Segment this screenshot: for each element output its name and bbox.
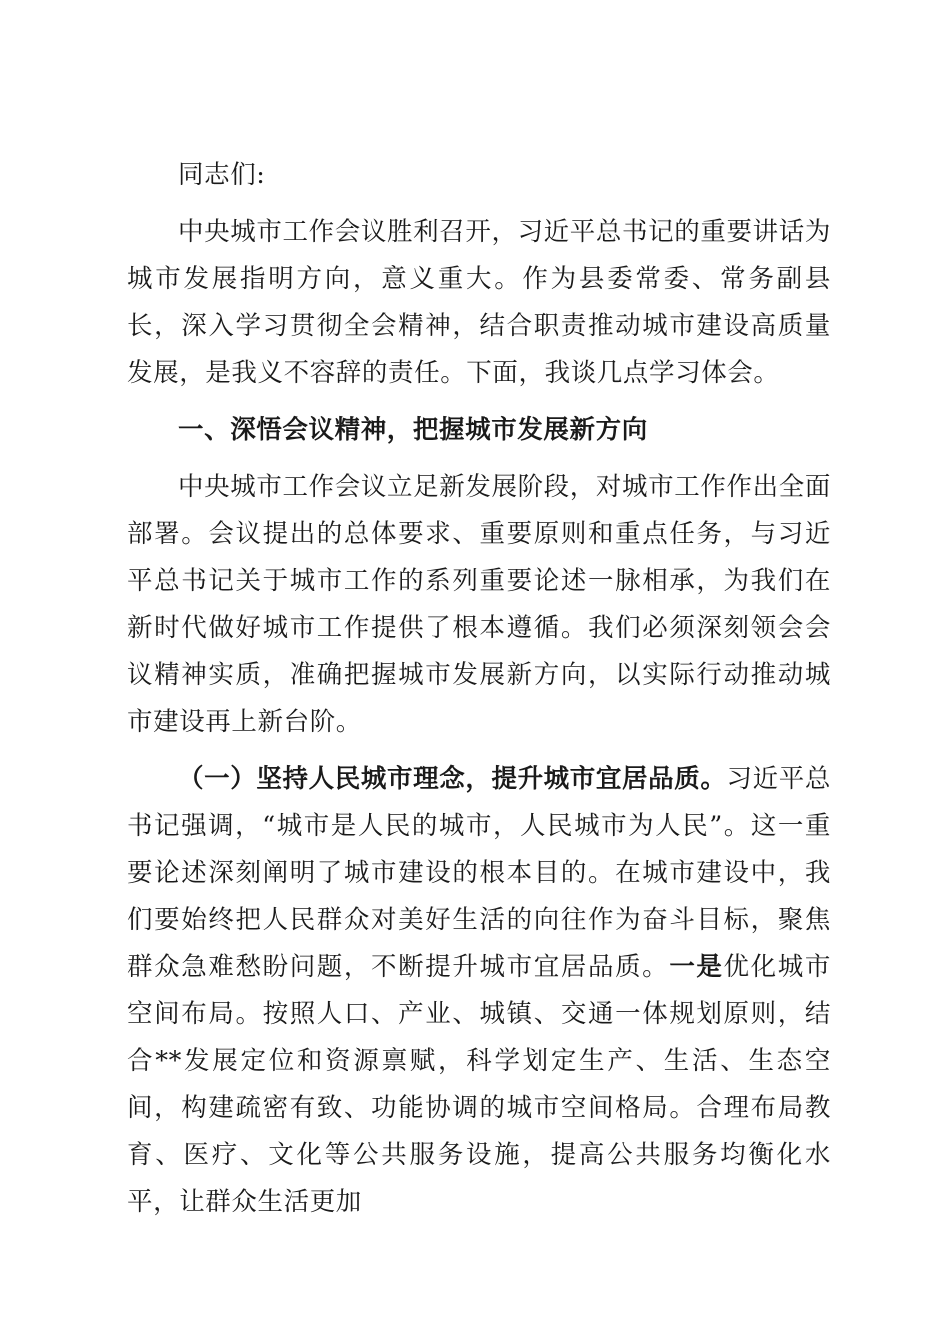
greeting: 同志们:	[178, 160, 266, 190]
subsection-1-paragraph	[127, 756, 831, 1226]
intro-paragraph: 中央城市工作会议胜利召开，习近平总书记的重要讲话为城市发展指明方向，意义重大。作为县委常委、常务副县长，深入学习贯彻全会精神，结合职责推动城市建设高质量发展，是我义不容辞的责任。下面，我谈几点学习体会。	[127, 217, 831, 388]
section-1-paragraph: 中央城市工作会议立足新发展阶段，对城市工作作出全面部署。会议提出的总体要求、重要原则和重点任务，与习近平总书记关于城市工作的系列重要论述一脉相承，为我们在新时代做好城市工作提供了根本遵循。我们必须深刻领会会议精神实质，准确把握城市发展新方向，以实际行动推动城市建设再上新台阶。	[127, 472, 831, 737]
point-marker-one: 一是	[669, 952, 724, 982]
section-heading-1: 一、深悟会议精神，把握城市发展新方向	[178, 415, 648, 445]
subsection-1-text-a: 习近平总书记强调，“城市是人民的城市，人民城市为人民”。这一重要论述深刻阐明了城市建设的根本目的。在城市建设中，我们要始终把人民群众对美好生活的向往作为奋斗目标，聚焦群众急难愁盼问题，不断提升城市宜居品质。	[127, 764, 831, 982]
subsection-1-text-b: 优化城市空间布局。按照人口、产业、城镇、交通一体规划原则，结合**发展定位和资源禀赋，科学划定生产、生活、生态空间，构建疏密有致、功能协调的城市空间格局。合理布局教育、医疗、文化等公共服务设施，提高公共服务均衡化水平，让群众生活更加	[127, 952, 831, 1217]
subsection-heading-1: （一）坚持人民城市理念，提升城市宜居品质。	[178, 764, 727, 794]
document-page	[127, 152, 831, 1226]
